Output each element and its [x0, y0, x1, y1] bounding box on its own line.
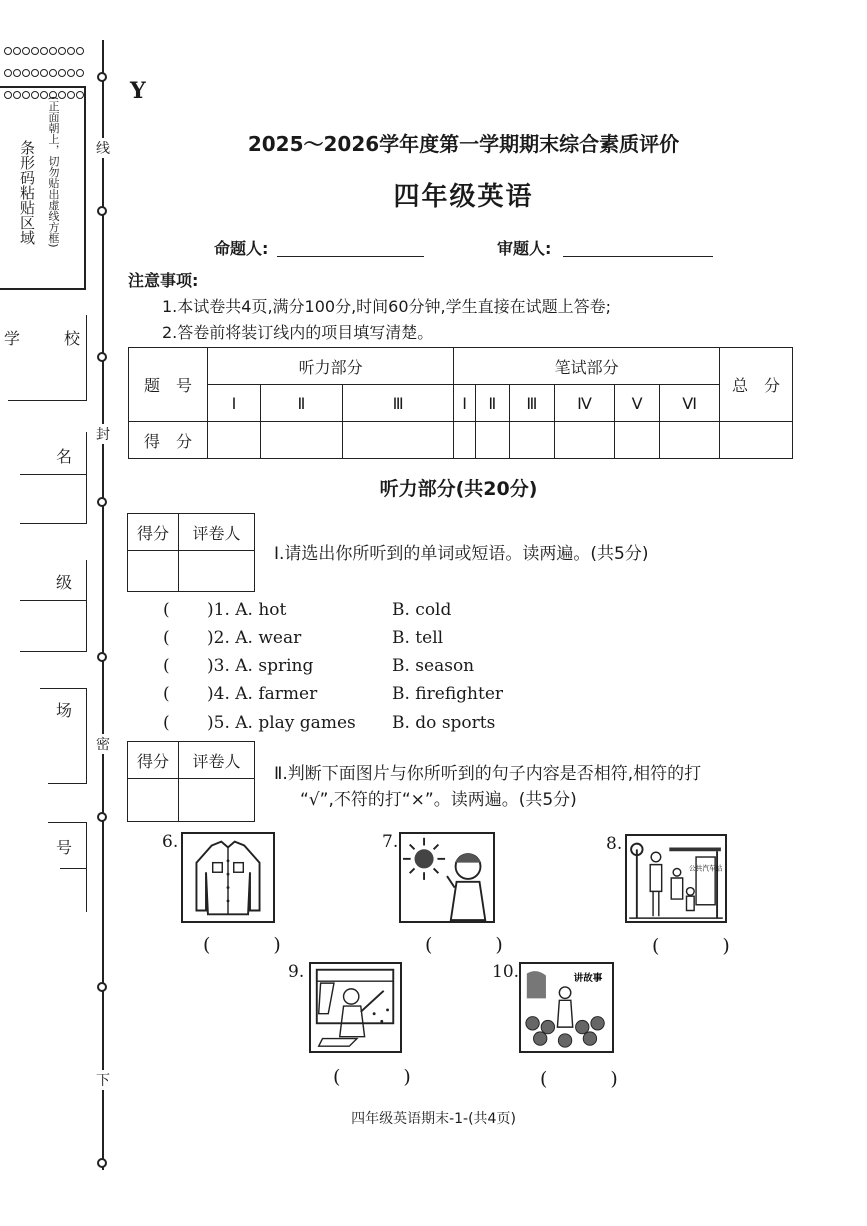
writing-section-header: 笔试部分	[454, 348, 720, 385]
score-cell[interactable]	[614, 422, 659, 459]
grader-score-label: 得分	[128, 742, 179, 779]
score-cell[interactable]	[509, 422, 555, 459]
writing-part-6: Ⅵ	[660, 385, 720, 422]
writing-part-5: Ⅴ	[614, 385, 659, 422]
grader-name-label: 评卷人	[179, 514, 255, 551]
class-field-border	[86, 560, 87, 652]
exam-subtitle: 四年级英语	[393, 182, 534, 212]
score-cell[interactable]	[342, 422, 453, 459]
bus-stop-sign: 公共汽车站	[688, 864, 723, 873]
section-2-title-line-1: Ⅱ.判断下面图片与你所听到的句子内容是否相符,相符的打	[274, 764, 702, 784]
seal-char-feng: 封	[96, 424, 110, 444]
score-table	[128, 347, 793, 459]
score-cell[interactable]	[660, 422, 720, 459]
total-score-header: 总 分	[720, 348, 793, 422]
school-field-label: 学 校	[4, 329, 95, 348]
telling-story-picture	[519, 962, 614, 1053]
listening-section-header: 听力部分	[208, 348, 454, 385]
score-cell[interactable]	[454, 422, 476, 459]
answer-paren[interactable]: (	[163, 656, 170, 676]
question-5-option-a: )5. A. play games	[207, 713, 356, 733]
question-4-option-b: B. firefighter	[392, 684, 504, 704]
story-sign: 讲故事	[573, 973, 603, 985]
score-cell[interactable]	[260, 422, 342, 459]
grader-score-label: 得分	[128, 514, 179, 551]
picture-7-number: 7.	[382, 832, 399, 852]
question-5-option-b: B. do sports	[392, 713, 496, 733]
binding-hole	[97, 1158, 107, 1168]
writing-part-3: Ⅲ	[509, 385, 555, 422]
grader-name-label: 评卷人	[179, 742, 255, 779]
answer-paren[interactable]: (	[163, 628, 170, 648]
score-cell[interactable]	[208, 422, 261, 459]
setter-label: 命题人:	[214, 239, 269, 258]
school-field-border	[86, 315, 87, 401]
seal-char-mi: 密	[96, 734, 110, 754]
binding-hole	[97, 652, 107, 662]
question-number-header: 题 号	[129, 348, 208, 422]
picture-6-answer[interactable]: ( )	[203, 934, 303, 956]
writing-part-1: Ⅰ	[454, 385, 476, 422]
question-2-option-a: )2. A. wear	[207, 628, 302, 648]
grader-box-1	[127, 513, 255, 592]
exam-room-field-border	[86, 688, 87, 784]
notes-heading: 注意事项:	[128, 271, 199, 290]
reviewer-field[interactable]	[563, 256, 713, 257]
grader-score-cell[interactable]	[128, 551, 179, 592]
bus-stop-picture	[625, 834, 727, 923]
listening-part-3: Ⅲ	[342, 385, 453, 422]
writing-part-2: Ⅱ	[475, 385, 509, 422]
question-3-option-a: )3. A. spring	[207, 656, 314, 676]
seat-number-field-border	[86, 822, 87, 912]
barcode-title: 条形码粘贴区域	[18, 140, 36, 245]
picture-9-number: 9.	[288, 962, 305, 982]
picture-10-answer[interactable]: ( )	[540, 1068, 640, 1090]
picture-8-answer[interactable]: ( )	[652, 935, 752, 957]
picture-8-number: 8.	[606, 834, 623, 854]
question-3-option-b: B. season	[392, 656, 475, 676]
seal-char-xian: 线	[96, 138, 110, 158]
answer-paren[interactable]: (	[163, 684, 170, 704]
setter-field[interactable]	[277, 256, 424, 257]
sun-hot-girl-picture	[399, 832, 495, 923]
page-footer: 四年级英语期末-1-(共4页)	[351, 1111, 516, 1127]
binding-hole	[97, 72, 107, 82]
binding-dot-pattern	[4, 40, 94, 86]
school-field-line[interactable]	[8, 400, 86, 401]
answer-paren[interactable]: (	[163, 600, 170, 620]
section-1-title: Ⅰ.请选出你所听到的单词或短语。读两遍。(共5分)	[274, 544, 649, 564]
reviewer-label: 审题人:	[497, 239, 552, 258]
listening-heading: 听力部分(共20分)	[379, 478, 538, 500]
binding-hole	[97, 812, 107, 822]
class-field-line-a[interactable]	[20, 600, 86, 601]
exam-room-field-label: 场	[56, 701, 73, 720]
score-cell[interactable]	[475, 422, 509, 459]
cleaning-window-picture	[309, 962, 402, 1053]
shirt-picture	[181, 832, 275, 923]
total-score-cell[interactable]	[720, 422, 793, 459]
listening-part-2: Ⅱ	[260, 385, 342, 422]
listening-part-1: Ⅰ	[208, 385, 261, 422]
binding-hole	[97, 982, 107, 992]
notes-item-1: 1.本试卷共4页,满分100分,时间60分钟,学生直接在试题上答卷;	[162, 297, 611, 316]
section-2-title-line-2: “√”,不符的打“×”。读两遍。(共5分)	[300, 790, 577, 810]
question-2-option-b: B. tell	[392, 628, 444, 648]
class-field-label: 级	[56, 573, 73, 592]
grader-name-cell[interactable]	[179, 779, 255, 822]
answer-paren[interactable]: (	[163, 713, 170, 733]
seal-char-xia: 下	[96, 1070, 110, 1090]
score-row-label: 得 分	[129, 422, 208, 459]
exam-title: 2025～2026学年度第一学期期末综合素质评价	[247, 132, 680, 156]
grader-name-cell[interactable]	[179, 551, 255, 592]
question-1-option-b: B. cold	[392, 600, 452, 620]
seat-number-line-b[interactable]	[60, 868, 86, 869]
question-4-option-a: )4. A. farmer	[207, 684, 318, 704]
picture-7-answer[interactable]: ( )	[425, 934, 525, 956]
notes-item-2: 2.答卷前将装订线内的项目填写清楚。	[162, 323, 434, 342]
binding-hole	[97, 352, 107, 362]
exam-room-line-b[interactable]	[48, 783, 86, 784]
writing-part-4: Ⅳ	[555, 385, 615, 422]
barcode-note: (正面朝上，切勿贴出虚线方框)	[47, 96, 60, 248]
seat-number-line-a[interactable]	[48, 822, 86, 823]
corner-mark: Y	[130, 78, 146, 104]
picture-6-number: 6.	[162, 832, 179, 852]
picture-9-answer[interactable]: ( )	[333, 1066, 433, 1088]
grader-box-2	[127, 741, 255, 822]
grader-score-cell[interactable]	[128, 779, 179, 822]
exam-room-line-a[interactable]	[40, 688, 86, 689]
name-field-line-b[interactable]	[20, 523, 86, 524]
name-field-label: 名	[56, 447, 73, 466]
picture-10-number: 10.	[492, 962, 520, 982]
question-1-option-a: )1. A. hot	[207, 600, 287, 620]
class-field-line-b[interactable]	[20, 651, 86, 652]
seat-number-field-label: 号	[56, 838, 73, 857]
score-cell[interactable]	[555, 422, 615, 459]
